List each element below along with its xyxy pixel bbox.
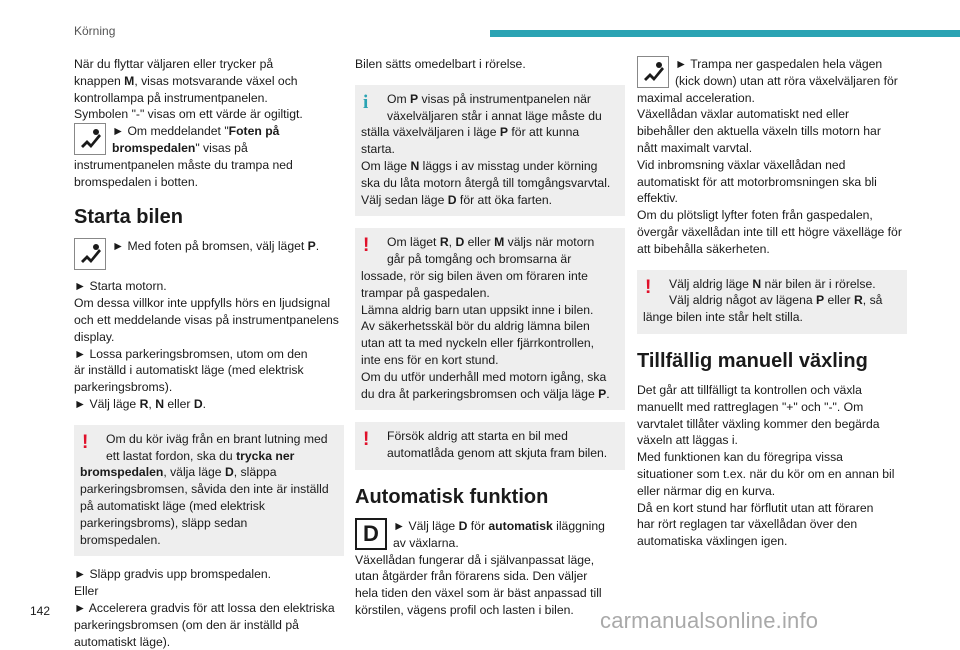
kickdown-body-line: att bibehålla säkerheten.: [637, 241, 770, 256]
manual-body-line: automatiska växlingen igen.: [637, 534, 788, 549]
manual-body-line: Då en kort stund har förflutit utan att föraren: [637, 500, 874, 515]
brake-message-line-1: ► Om meddelandet "Foten på: [112, 124, 280, 139]
kickdown-body-line: automatiskt för att motorbromsningen ska bli: [637, 174, 877, 189]
brake-message-line-2: bromspedalen" visas på: [112, 140, 248, 155]
start-step-1: ► Med foten på bromsen, välj läget P.: [74, 238, 344, 270]
column-3: [637, 56, 907, 550]
warning-exclamation-icon: !: [645, 276, 652, 298]
manual-body-line: situationer som t.ex. när du kör om en annan bil: [637, 466, 895, 481]
kickdown-body-line: Vid inbromsning växlar växellådan ned: [637, 157, 846, 172]
kickdown-body-line: Växellådan växlar automatiskt ned eller: [637, 107, 850, 122]
header-accent-bar: [490, 30, 960, 37]
intro-line-3: kontrollampa på instrumentpanelen.: [74, 90, 268, 105]
kickdown-body-line: nått maximalt varvtal.: [637, 140, 753, 155]
manual-body-line: Det går att tillfälligt ta kontrollen och växla: [637, 382, 862, 397]
manual-body-line: växeln att läggas i.: [637, 433, 738, 448]
warning-box-neutral: ! Välj aldrig läge N när bilen är i rörelse. Välj aldrig något av lägena P eller R, så länge bilen inte står helt stilla.: [637, 270, 907, 334]
release-line: parkeringsbromsen (om den är inställd på: [74, 617, 299, 632]
release-line: ► Släpp gradvis upp bromspedalen.: [74, 567, 272, 582]
select-gear-line: ► Välj läge R, N eller D.: [74, 396, 207, 411]
heading-starta-bilen: Starta bilen: [74, 206, 183, 229]
start-step-line: display.: [74, 329, 115, 344]
intro-line-4: Symbolen "-" visas om ett värde är ogiltigt.: [74, 107, 303, 122]
start-step-line: är inställd i automatiskt läge (med elektrisk: [74, 363, 304, 378]
auto-body-line: körstilen, vägens profil och lasten i bilen.: [355, 602, 574, 617]
running-header-section: Körning: [74, 24, 116, 38]
kickdown-step: ► Trampa ner gaspedalen hela vägen (kick down) utan att röra växelväljaren för: [637, 56, 907, 90]
column-2: [355, 56, 625, 619]
brake-message-line-4: bromspedalen i botten.: [74, 174, 198, 189]
info-icon: i: [363, 91, 369, 113]
release-line: automatiskt läge).: [74, 634, 171, 649]
foot-on-brake-pedal-icon: [74, 238, 106, 270]
intro-line-2: knappen M, visas motsvarande växel och: [74, 73, 298, 88]
kickdown-body-line: effektiv.: [637, 191, 678, 206]
kickdown-body-line: maximal acceleration.: [637, 90, 755, 105]
foot-on-accelerator-pedal-icon: [637, 56, 669, 88]
warning-box-idle: ! Om läget R, D eller M väljs när motorn går på tomgång och bromsarna är lossade, rör sig bilen även om föraren inte trampar på gaspedalen. Lämna aldrig barn utan uppsikt inne i bilen. Av säkerhetsskäl bör du aldrig lämna bilen utan att ta med nyckeln eller fjärrkontrollen, inte ens för en kort stund. Om du utför underhåll med motorn igång, ska du dra åt parkeringsbromsen och välja läge P.: [355, 228, 625, 410]
kickdown-body-line: Om du plötsligt lyfter foten från gaspedalen,: [637, 208, 873, 223]
manual-body-line: Med funktionen kan du föregripa vissa: [637, 450, 843, 465]
release-line: ► Accelerera gradvis för att lossa den elektriska: [74, 600, 335, 615]
info-box-p-mode: i Om P visas på instrumentpanelen när växelväljaren står i annat läge måste du ställa växelväljaren i läge P för att kunna starta. Om läge N läggs i av misstag under körning ska du låta motorn återgå till tomgångsvarvtal. Välj sedan läge D för att öka farten.: [355, 85, 625, 217]
gear-d-icon: D: [355, 518, 387, 550]
page-number: 142: [30, 604, 51, 618]
release-line: Eller: [74, 584, 99, 599]
manual-body-line: har rört reglagen tar växellådan över den: [637, 517, 858, 532]
auto-step: D ► Välj läge D för automatisk iläggning av växlarna.: [355, 518, 625, 552]
column-1: [74, 56, 344, 650]
heading-automatisk-funktion: Automatisk funktion: [355, 485, 549, 508]
kickdown-body-line: övergår växellådan inte till ett högre växelläge för: [637, 224, 902, 239]
warning-exclamation-icon: !: [363, 429, 370, 451]
warning-exclamation-icon: !: [82, 431, 89, 453]
start-step-line: ► Lossa parkeringsbromsen, utom om den: [74, 346, 308, 361]
kickdown-body-line: bibehåller den aktuella växeln tills motorn har: [637, 124, 881, 139]
vehicle-moves-line: Bilen sätts omedelbart i rörelse.: [355, 57, 526, 71]
heading-tillfallig-manuell-vaxling: Tillfällig manuell växling: [637, 349, 868, 372]
watermark: carmanualsonline.info: [600, 608, 819, 633]
start-step-line: Om dessa villkor inte uppfylls hörs en ljudsignal: [74, 296, 331, 311]
auto-body-line: Växellådan fungerar då i självanpassat läge,: [355, 552, 595, 567]
manual-body-line: eller närmar dig en kurva.: [637, 483, 776, 498]
auto-body-line: hela tiden den växel som är bäst anpassad till: [355, 586, 602, 601]
start-step-line: och ett meddelande visas på instrumentpanelens: [74, 312, 339, 327]
start-step-line: parkeringsbroms).: [74, 380, 173, 395]
manual-body-line: manuellt med rattreglagen "+" och "-". Om: [637, 399, 864, 414]
auto-body-line: utan åtgärder från förarens sida. Den väljer: [355, 569, 588, 584]
start-step-line: ► Starta motorn.: [74, 279, 167, 294]
warning-box-push-start: ! Försök aldrig att starta en bil med automatlåda genom att skjuta fram bilen.: [355, 422, 625, 470]
manual-body-line: varvtalet tillåter växling kommer den begärda: [637, 416, 880, 431]
brake-message-line-3: instrumentpanelen måste du trampa ned: [74, 157, 293, 172]
warning-box-slope: ! Om du kör iväg från en brant lutning med ett lastat fordon, ska du trycka ner bromspedalen, välja läge D, släppa parkeringsbromsen, såvida den inte är inställd på automatiskt läge (med elektrisk parkeringsbroms), släpp sedan bromspedalen.: [74, 425, 344, 557]
intro-line-1: När du flyttar väljaren eller trycker på: [74, 57, 274, 71]
warning-exclamation-icon: !: [363, 235, 370, 257]
foot-on-brake-pedal-icon: [74, 123, 106, 155]
brake-message-block: [74, 123, 344, 157]
